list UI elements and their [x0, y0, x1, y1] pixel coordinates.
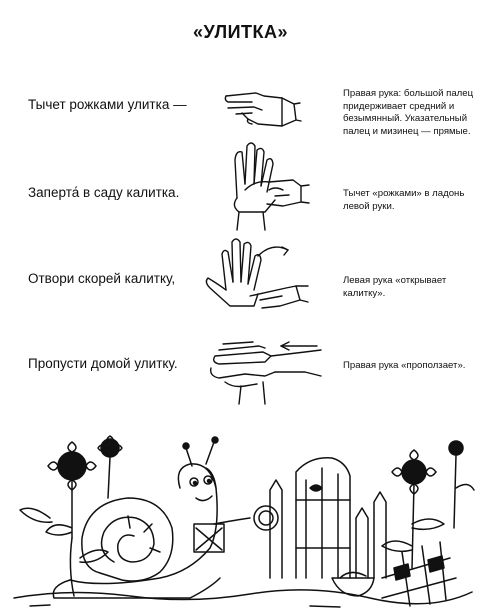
hand-snail-horns-icon [222, 86, 302, 134]
verse-line-1: Тычет рожками улитка — [28, 97, 187, 112]
hands-snail-crawls-icon [205, 326, 329, 406]
hands-open-gate-icon [200, 236, 310, 316]
page-title: «УЛИТКА» [192, 22, 289, 42]
hands-horns-into-palm-icon [205, 140, 315, 232]
verse-line-2: Заперта́ в саду калитка. [28, 185, 180, 200]
instruction-3: Левая рука «открывает калитку». [343, 275, 447, 299]
instruction-4: Правая рука «проползает». [343, 360, 466, 371]
verse-line-3: Отвори скорей калитку, [28, 271, 176, 286]
instruction-2: Тычет «рожками» в ладонь левой руки. [343, 188, 465, 212]
verse-line-4: Пропусти домой улитку. [28, 356, 178, 371]
snail-garden-gate-illustration [10, 428, 475, 613]
instruction-1: Правая рука: большой палец придерживает средний и безымянный. Указательный палец и мизинец — прямые. [343, 88, 474, 137]
